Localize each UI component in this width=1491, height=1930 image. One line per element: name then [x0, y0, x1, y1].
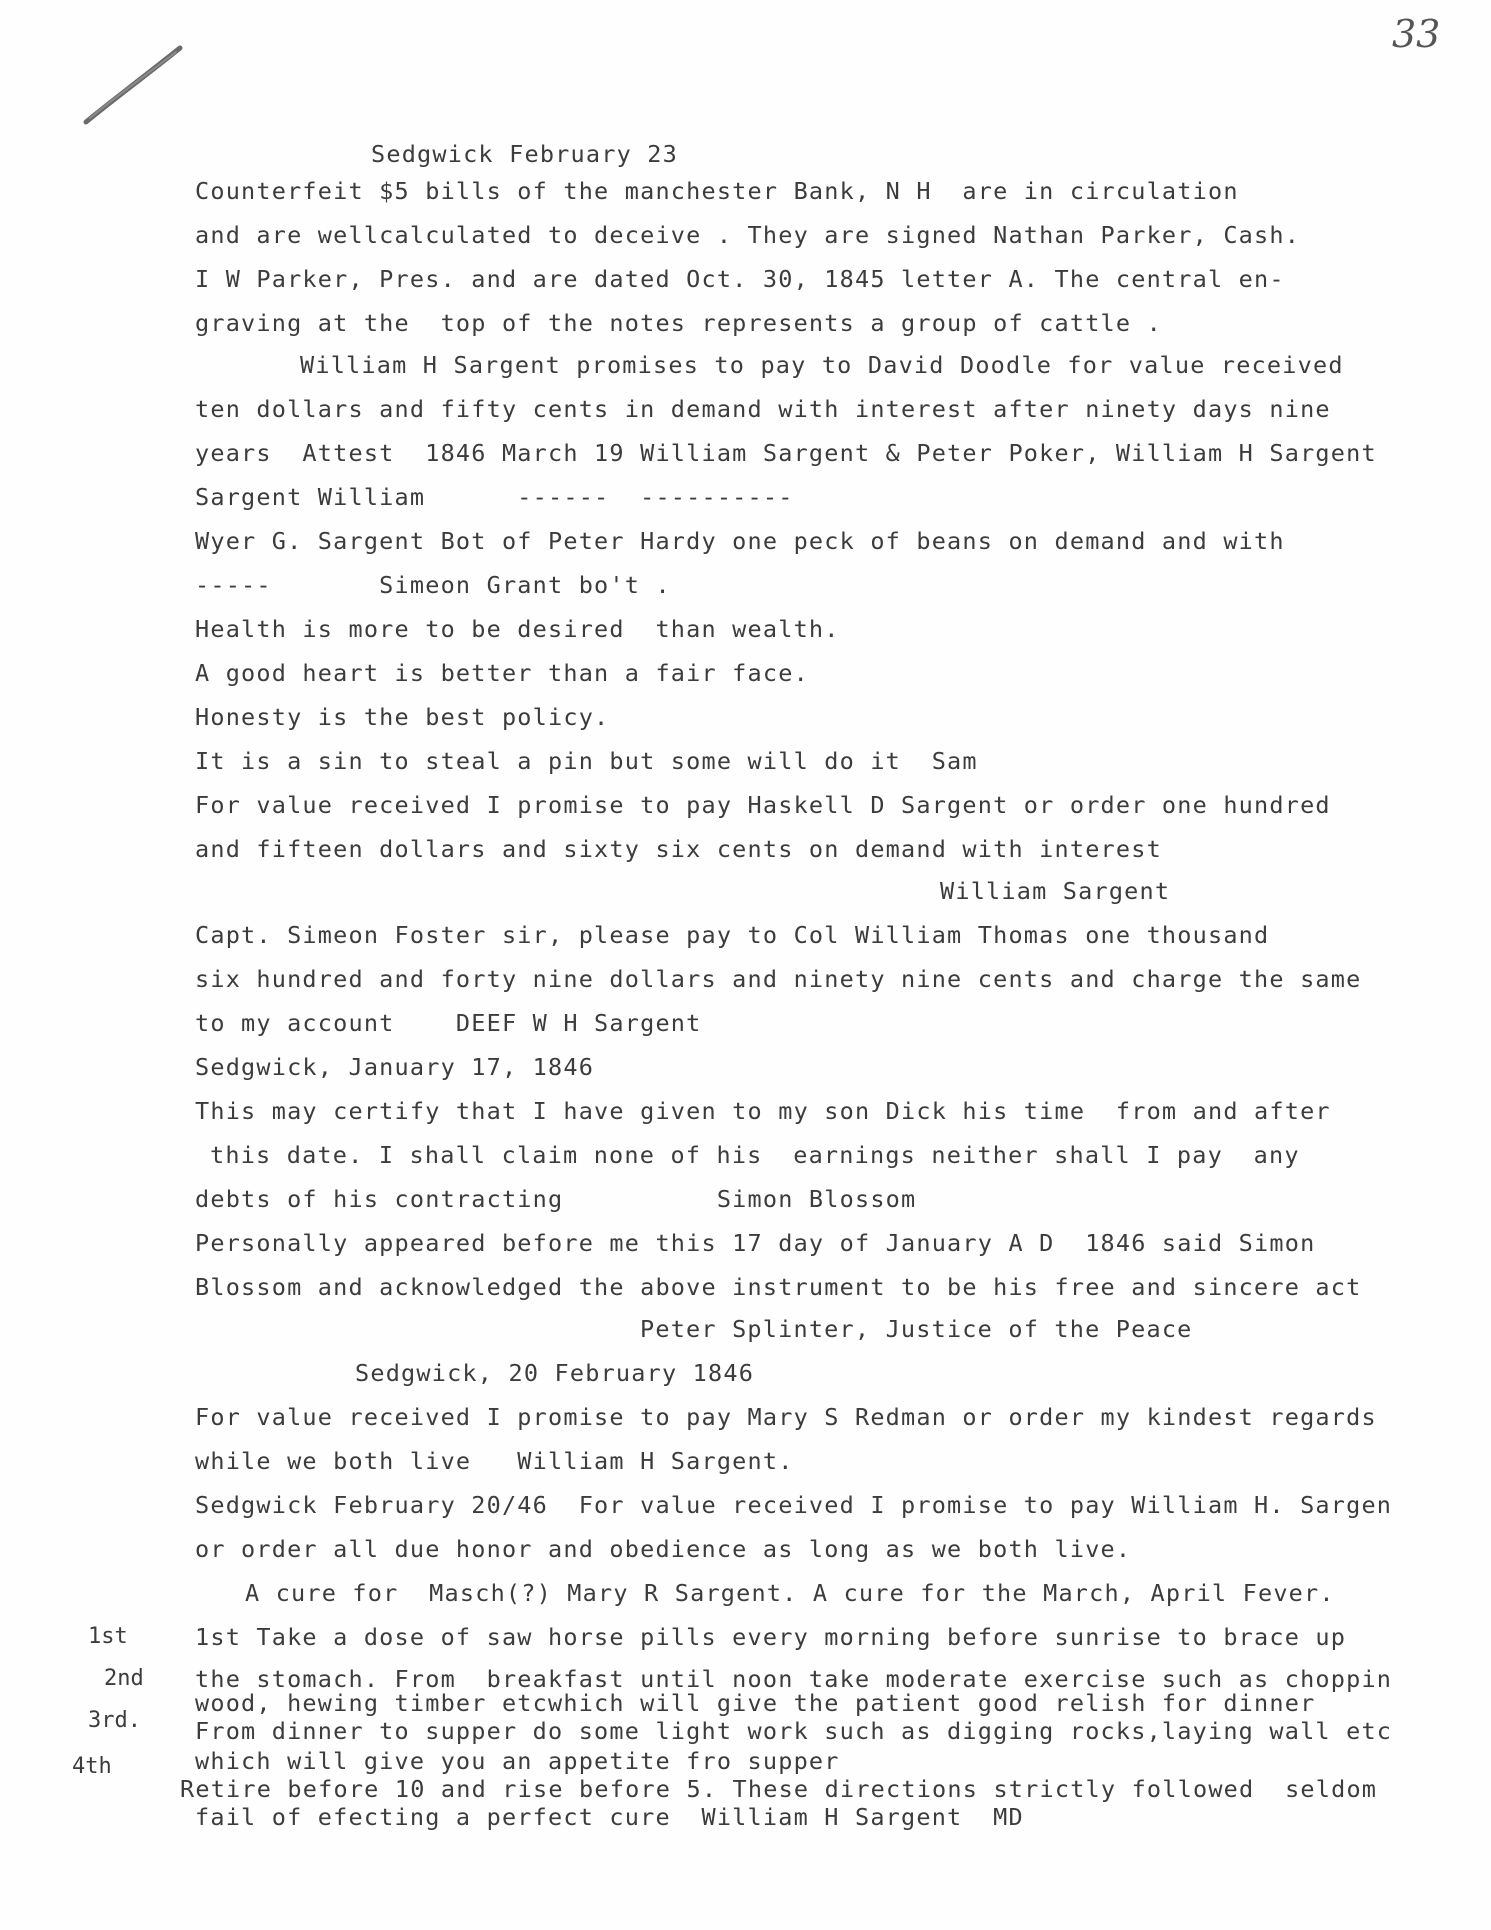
text-line: Sedgwick February 20/46 For value received I promise to pay William H. Sargen: [195, 1491, 1393, 1519]
text-line: A good heart is better than a fair face.: [195, 659, 809, 687]
page-number: 33: [1392, 12, 1441, 56]
text-line: Personally appeared before me this 17 day of January A D 1846 said Simon: [195, 1229, 1316, 1257]
text-line: which will give you an appetite fro supper: [195, 1747, 840, 1775]
text-line: Health is more to be desired than wealth.: [195, 615, 840, 643]
text-line: ten dollars and fifty cents in demand with interest after ninety days nine: [195, 395, 1331, 423]
heading-date: Sedgwick, 20 February 1846: [355, 1359, 755, 1387]
text-line: 1st Take a dose of saw horse pills every morning before sunrise to brace up: [195, 1623, 1347, 1651]
text-line: Sargent William ------ ----------: [195, 483, 794, 511]
text-line: or order all due honor and obedience as long as we both live.: [195, 1535, 1132, 1563]
text-line: Wyer G. Sargent Bot of Peter Hardy one peck of beans on demand and with: [195, 527, 1285, 555]
text-line: years Attest 1846 March 19 William Sargent & Peter Poker, William H Sargent: [195, 439, 1377, 467]
text-line: A cure for Masch(?) Mary R Sargent. A cure for the March, April Fever.: [245, 1579, 1335, 1607]
heading-date: Sedgwick February 23: [371, 140, 678, 168]
signature-line: William Sargent: [940, 877, 1171, 905]
margin-number: 1st: [88, 1624, 128, 1649]
text-line: fail of efecting a perfect cure William H Sargent MD: [195, 1803, 1024, 1831]
text-line: and are wellcalculated to deceive . They are signed Nathan Parker, Cash.: [195, 221, 1301, 249]
signature-line: Peter Splinter, Justice of the Peace: [640, 1315, 1193, 1343]
pencil-mark: [80, 40, 190, 130]
text-line: debts of his contracting Simon Blossom: [195, 1185, 917, 1213]
margin-number: 4th: [72, 1754, 112, 1779]
text-line: graving at the top of the notes represents a group of cattle .: [195, 309, 1162, 337]
text-line: I W Parker, Pres. and are dated Oct. 30, 1845 letter A. The central en-: [195, 265, 1285, 293]
text-line: For value received I promise to pay Mary S Redman or order my kindest regards: [195, 1403, 1377, 1431]
text-line: It is a sin to steal a pin but some will do it Sam: [195, 747, 978, 775]
text-line: ----- Simeon Grant bo't .: [195, 571, 671, 599]
text-line: For value received I promise to pay Haskell D Sargent or order one hundred: [195, 791, 1331, 819]
text-line: From dinner to supper do some light work such as digging rocks,laying wall etc: [195, 1717, 1393, 1745]
text-line: Blossom and acknowledged the above instrument to be his free and sincere act: [195, 1273, 1362, 1301]
text-line: the stomach. From breakfast until noon take moderate exercise such as choppin: [195, 1665, 1393, 1693]
text-line: six hundred and forty nine dollars and ninety nine cents and charge the same: [195, 965, 1362, 993]
text-line: while we both live William H Sargent.: [195, 1447, 794, 1475]
text-line: Sedgwick, January 17, 1846: [195, 1053, 595, 1081]
text-line: This may certify that I have given to my son Dick his time from and after: [195, 1097, 1331, 1125]
text-line: Retire before 10 and rise before 5. These directions strictly followed seldom: [180, 1775, 1378, 1803]
text-line: Counterfeit $5 bills of the manchester Bank, N H are in circulation: [195, 177, 1239, 205]
text-line: Honesty is the best policy.: [195, 703, 610, 731]
text-line: to my account DEEF W H Sargent: [195, 1009, 702, 1037]
text-line: and fifteen dollars and sixty six cents on demand with interest: [195, 835, 1162, 863]
margin-number: 2nd: [104, 1666, 144, 1691]
text-line: William H Sargent promises to pay to David Doodle for value received: [300, 351, 1344, 379]
text-line: Capt. Simeon Foster sir, please pay to Col William Thomas one thousand: [195, 921, 1270, 949]
text-line: wood, hewing timber etcwhich will give the patient good relish for dinner: [195, 1689, 1316, 1717]
text-line: this date. I shall claim none of his earnings neither shall I pay any: [210, 1141, 1300, 1169]
margin-number: 3rd.: [88, 1708, 141, 1733]
